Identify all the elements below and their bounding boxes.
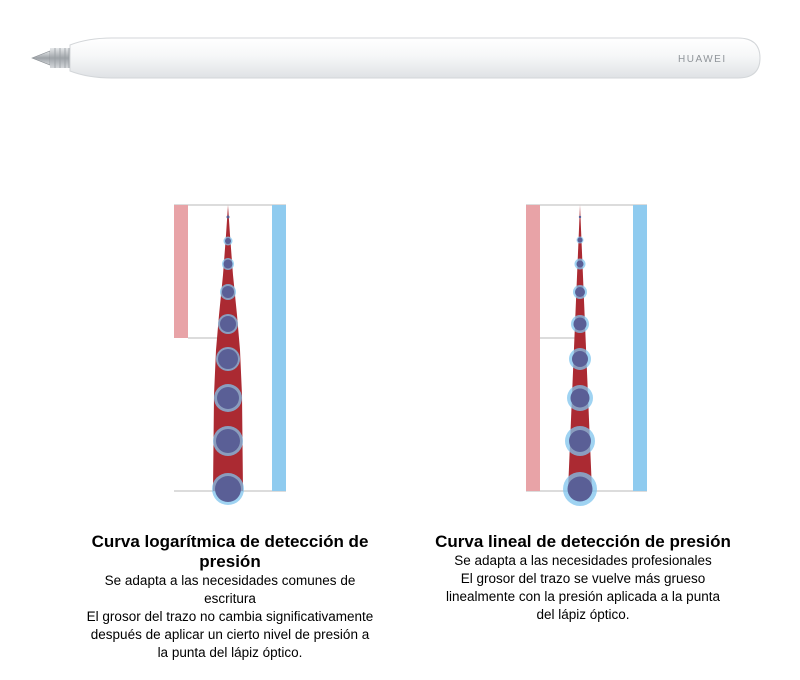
linear-curve-diagram — [522, 195, 647, 515]
linear-caption — [413, 532, 753, 624]
caption-line: linealmente con la presión aplicada a la punta — [446, 589, 720, 604]
caption-line: Se adapta a las necesidades profesionales — [454, 553, 712, 568]
max-thickness-bar — [272, 205, 286, 491]
logarithmic-curve-diagram — [170, 195, 295, 515]
caption-line: del lápiz óptico. — [536, 607, 630, 622]
stylus-body — [70, 38, 760, 78]
caption-line: la punta del lápiz óptico. — [157, 645, 303, 660]
caption-line: El grosor del trazo no cambia significativamente — [86, 609, 374, 624]
caption-line: El grosor del trazo se vuelve más grueso — [460, 571, 706, 586]
max-thickness-bar — [633, 205, 647, 491]
caption-title: Curva logarítmica de detección de presión — [91, 532, 369, 571]
stylus-illustration — [0, 0, 800, 110]
caption-title: Curva lineal de detección de presión — [435, 532, 731, 551]
brand-label: HUAWEI — [678, 54, 727, 65]
caption-line: escritura — [204, 591, 256, 606]
stylus-tip — [32, 48, 70, 68]
min-thickness-bar — [526, 205, 540, 491]
min-thickness-bar — [174, 205, 188, 338]
logarithmic-caption — [60, 532, 400, 662]
caption-line: Se adapta a las necesidades comunes de — [104, 573, 356, 588]
caption-line: después de aplicar un cierto nivel de presión a — [90, 627, 370, 642]
